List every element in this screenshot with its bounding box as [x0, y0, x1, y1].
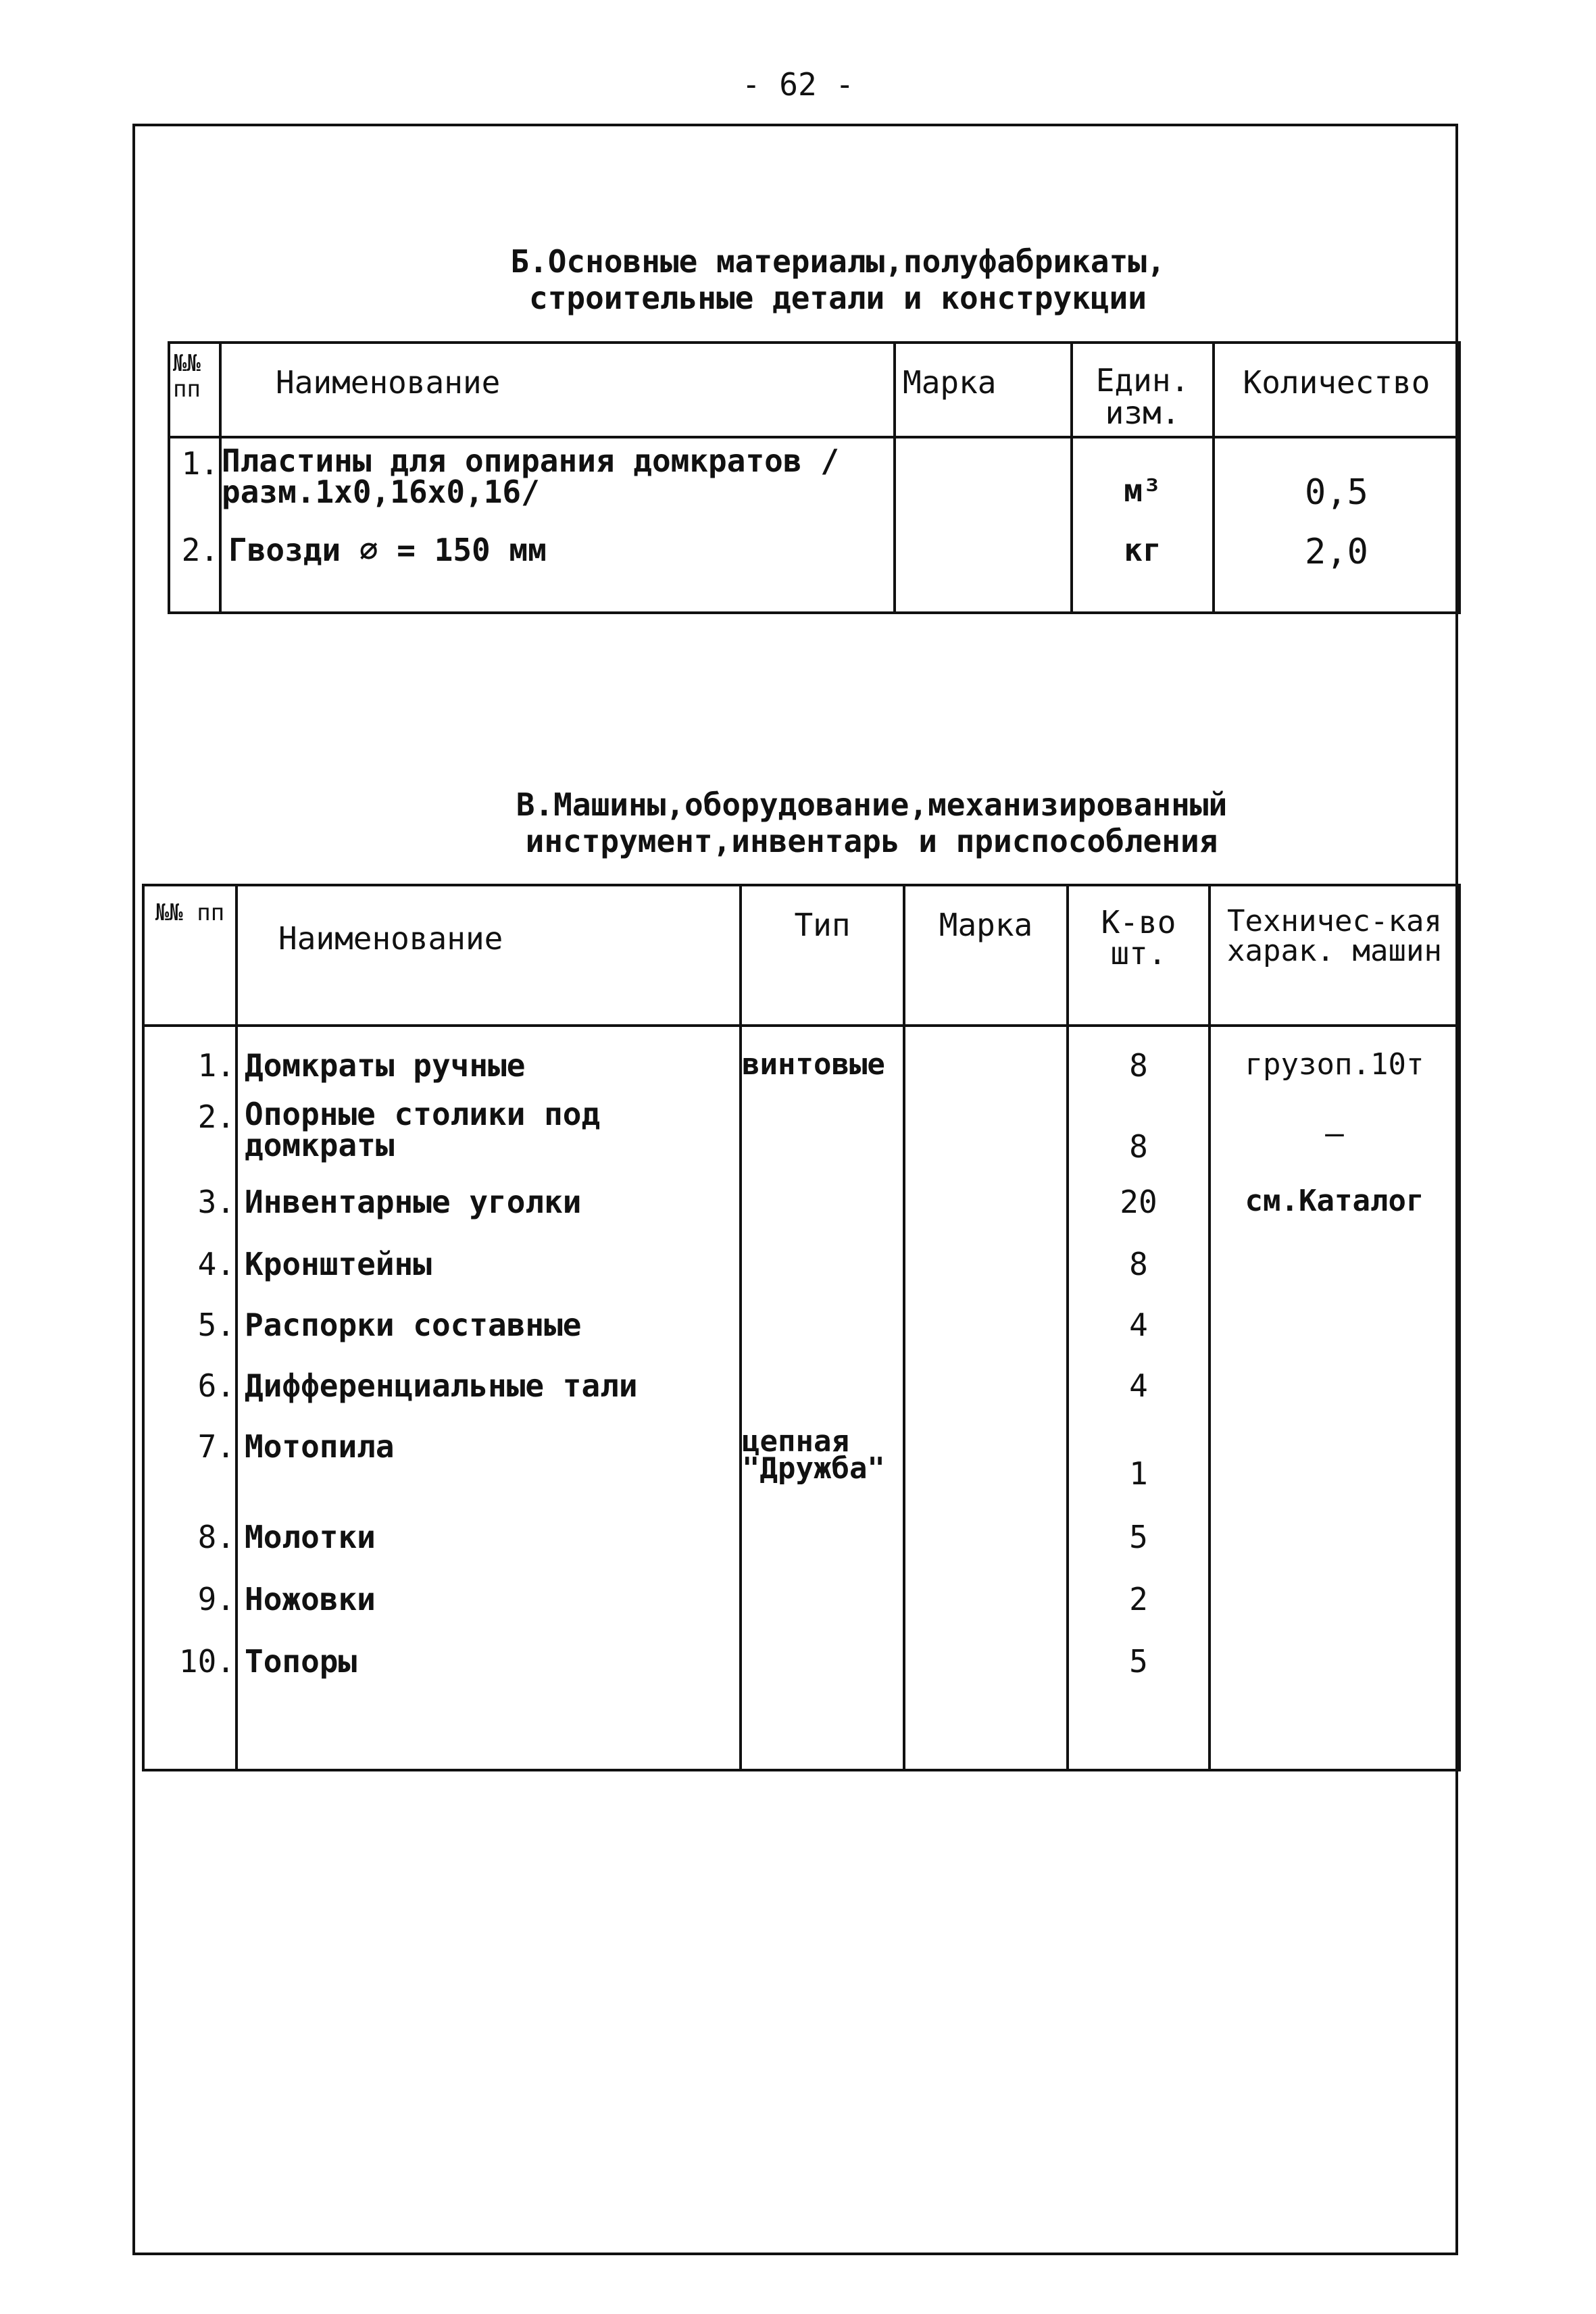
header-name: Наименование — [236, 885, 741, 1026]
row-mark — [904, 1361, 1068, 1422]
header-spec: Техничес-кая харак. машин — [1210, 885, 1460, 1026]
row-num: 8. — [143, 1512, 236, 1574]
row-num: 7. — [143, 1422, 236, 1512]
table-row — [143, 1026, 1460, 1088]
table-row — [143, 1088, 1460, 1177]
row-name: Мотопила — [236, 1422, 741, 1512]
row-num: 1. — [143, 1026, 236, 1088]
row-mark — [904, 1026, 1068, 1088]
row-qty: 5 — [1068, 1636, 1210, 1770]
table-row — [143, 1177, 1460, 1239]
row-name: Ножовки — [236, 1574, 741, 1636]
header-num: №№ пп — [143, 885, 236, 1026]
row-spec — [1210, 1239, 1460, 1300]
table-row — [169, 532, 1460, 613]
section-b-title-line1: Б.Основные материалы,полуфабрикаты, — [510, 243, 1166, 280]
table-row — [143, 1512, 1460, 1574]
header-num: №№ пп — [169, 343, 220, 437]
row-num: 1. — [169, 437, 220, 532]
row-num: 2. — [169, 532, 220, 613]
row-name: Домкраты ручные — [236, 1026, 741, 1088]
row-spec — [1210, 1300, 1460, 1361]
row-spec — [1210, 1574, 1460, 1636]
row-mark — [904, 1574, 1068, 1636]
materials-table — [168, 341, 1461, 614]
row-qty: 0,5 — [1214, 437, 1460, 532]
page-number: - 62 - — [741, 66, 855, 103]
section-b-title — [405, 243, 1270, 316]
row-type — [741, 1361, 904, 1422]
row-spec: грузоп.10т — [1210, 1026, 1460, 1088]
row-type — [741, 1574, 904, 1636]
row-name: Инвентарные уголки — [236, 1177, 741, 1239]
row-name: Топоры — [236, 1636, 741, 1770]
row-mark — [904, 1239, 1068, 1300]
section-c-title-line1: В.Машины,оборудование,механизированный — [516, 786, 1228, 823]
row-type — [741, 1177, 904, 1239]
row-type — [741, 1636, 904, 1770]
row-type — [741, 1300, 904, 1361]
table-row — [143, 1574, 1460, 1636]
row-spec — [1210, 1361, 1460, 1422]
header-type: Тип — [741, 885, 904, 1026]
row-unit: м³ — [1072, 437, 1214, 532]
row-mark — [904, 1300, 1068, 1361]
row-type — [741, 1512, 904, 1574]
row-qty: 2 — [1068, 1574, 1210, 1636]
header-qty: Количество — [1214, 343, 1460, 437]
row-mark — [904, 1636, 1068, 1770]
row-type — [741, 1239, 904, 1300]
header-name: Наименование — [220, 343, 895, 437]
row-spec — [1210, 1636, 1460, 1770]
table-row — [143, 1239, 1460, 1300]
row-qty: 8 — [1068, 1239, 1210, 1300]
row-qty: 1 — [1068, 1422, 1210, 1512]
row-qty: 8 — [1068, 1088, 1210, 1177]
row-name: Молотки — [236, 1512, 741, 1574]
row-num: 6. — [143, 1361, 236, 1422]
row-name: Кронштейны — [236, 1239, 741, 1300]
row-num: 5. — [143, 1300, 236, 1361]
equipment-header-row — [143, 885, 1460, 1026]
row-qty: 2,0 — [1214, 532, 1460, 613]
row-qty: 4 — [1068, 1300, 1210, 1361]
header-mark: Марка — [895, 343, 1072, 437]
row-name: Опорные столики под домкраты — [236, 1088, 741, 1177]
row-spec — [1210, 1512, 1460, 1574]
row-name: Пластины для опирания домкратов /разм.1х0,16х0,16/ — [220, 437, 895, 532]
row-spec: см.Каталог — [1210, 1177, 1460, 1239]
row-mark — [904, 1512, 1068, 1574]
equipment-table — [142, 884, 1461, 1771]
row-num: 10. — [143, 1636, 236, 1770]
section-c-title-line2: инструмент,инвентарь и приспособления — [525, 823, 1218, 859]
header-qty: К-во шт. — [1068, 885, 1210, 1026]
row-qty: 4 — [1068, 1361, 1210, 1422]
row-num: 3. — [143, 1177, 236, 1239]
table-row — [143, 1300, 1460, 1361]
row-qty: 20 — [1068, 1177, 1210, 1239]
section-b-title-line2: строительные детали и конструкции — [529, 280, 1147, 316]
row-spec: – — [1210, 1088, 1460, 1177]
header-unit: Един. изм. — [1072, 343, 1214, 437]
row-mark — [895, 437, 1072, 532]
row-spec — [1210, 1422, 1460, 1512]
header-mark: Марка — [904, 885, 1068, 1026]
row-mark — [904, 1422, 1068, 1512]
section-c-title — [405, 786, 1338, 859]
row-qty: 8 — [1068, 1026, 1210, 1088]
row-type: цепная "Дружба" — [741, 1422, 904, 1512]
row-type — [741, 1088, 904, 1177]
table-row — [143, 1636, 1460, 1770]
row-mark — [895, 532, 1072, 613]
row-num: 9. — [143, 1574, 236, 1636]
row-type: винтовые — [741, 1026, 904, 1088]
table-row — [143, 1361, 1460, 1422]
materials-header-row — [169, 343, 1460, 437]
table-row — [143, 1422, 1460, 1512]
row-name: Гвозди ∅ = 150 мм — [220, 532, 895, 613]
row-num: 2. — [143, 1088, 236, 1177]
row-qty: 5 — [1068, 1512, 1210, 1574]
table-row — [169, 437, 1460, 532]
row-name: Дифференциальные тали — [236, 1361, 741, 1422]
row-unit: кг — [1072, 532, 1214, 613]
row-num: 4. — [143, 1239, 236, 1300]
row-mark — [904, 1088, 1068, 1177]
row-name: Распорки составные — [236, 1300, 741, 1361]
row-mark — [904, 1177, 1068, 1239]
